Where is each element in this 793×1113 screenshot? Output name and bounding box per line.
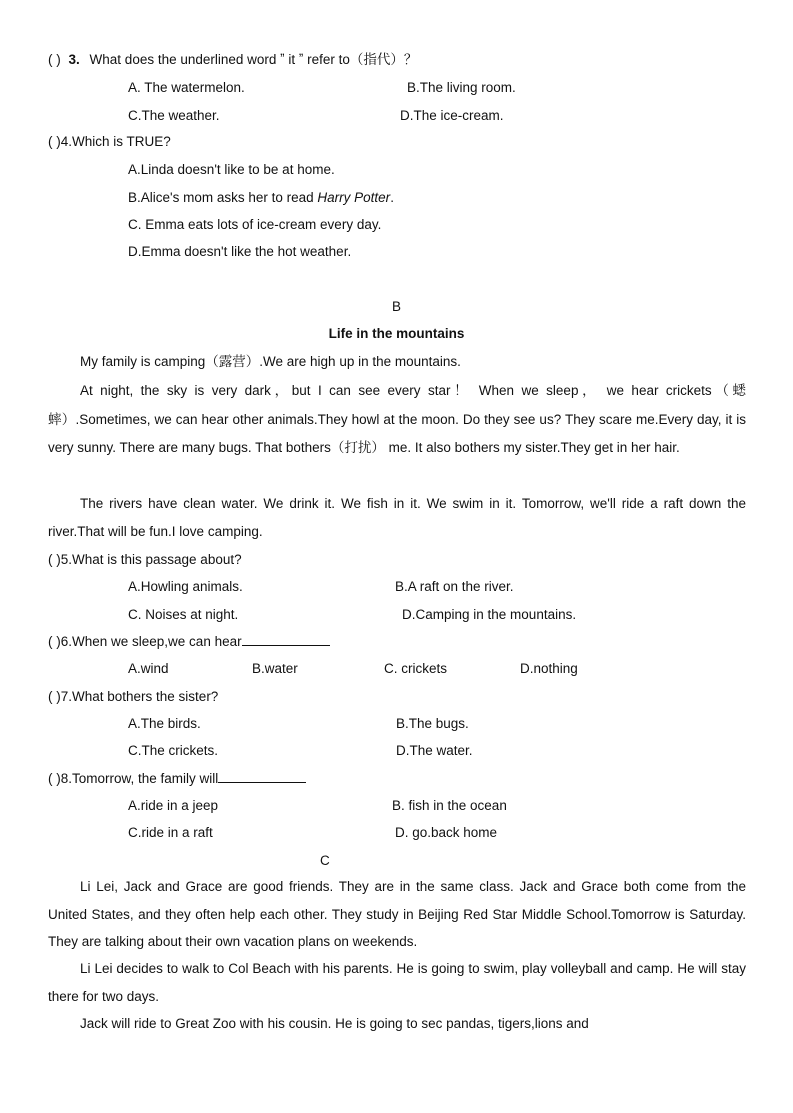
book-title: Harry Potter [317,190,391,205]
answer-blank[interactable] [218,770,306,783]
q7-option-d[interactable]: D.The water. [396,743,473,758]
section-b-paragraph-2: At night, the sky is very dark，but I can see every star！ When we sleep， we hear crickets（蟋蟀）.Sometimes, we can hear other animals.They howl at the moon. Do they see us? They scare me.Every day, it is very sunny. There are many bugs. That bothers（打扰） me. It also bothers my sister.They get in her hair. [48,383,746,456]
q6-option-c[interactable]: C. crickets [384,661,448,676]
q5-option-b[interactable]: B.A raft on the river. [395,579,514,594]
q3-option-a[interactable]: A. The watermelon. [128,80,245,95]
q5-option-d[interactable]: D.Camping in the mountains. [402,607,577,622]
question-text: ( )8.Tomorrow, the family will [48,771,219,786]
q8-option-a[interactable]: A.ride in a jeep [128,798,219,813]
q5-option-a[interactable]: A.Howling animals. [128,579,243,594]
q8-option-c[interactable]: C.ride in a raft [128,825,213,840]
q6-option-b[interactable]: B.water [252,661,298,676]
question-text: What does the underlined word ˮ it ˮ refer to（指代）？ [89,52,418,67]
q7-stem: ( )7.What bothers the sister? [48,689,219,704]
section-b-letter: B [391,299,401,314]
option-text-end: . [390,190,394,205]
q6-stem [48,633,330,651]
answer-bracket[interactable]: ( ) [48,52,61,67]
q7-option-a[interactable]: A.The birds. [128,716,201,731]
q8-option-d[interactable]: D. go.back home [395,825,498,840]
q7-option-b[interactable]: B.The bugs. [396,716,469,731]
q6-option-a[interactable]: A.wind [128,661,169,676]
q4-option-a[interactable]: A.Linda doesn't like to be at home. [128,162,335,177]
q3-stem [48,51,417,69]
question-text: ( )6.When we sleep,we can hear [48,634,242,649]
q8-option-b[interactable]: B. fish in the ocean [392,798,507,813]
q3-option-c[interactable]: C.The weather. [128,108,220,123]
section-b-paragraph-3: The rivers have clean water. We drink it. We fish in it. We swim in it. Tomorrow, we'll ride a raft down the river.That will be fun.I love camping. [48,496,746,539]
section-c-letter: C [320,853,330,868]
section-b-paragraph-1: My family is camping（露营）.We are high up in the mountains. [80,354,461,369]
q7-option-c[interactable]: C.The crickets. [128,743,219,758]
q3-option-d[interactable]: D.The ice-cream. [400,108,504,123]
section-c-paragraph-1: Li Lei, Jack and Grace are good friends. They are in the same class. Jack and Grace both come from the United States, and they often help each other. They study in Beijing Red Star Middle School.Tomorrow is Saturday. They are talking about their own vacation plans on weekends. [48,879,746,949]
q4-option-c[interactable]: C. Emma eats lots of ice-cream every day. [128,217,382,232]
question-number: 3. [68,52,80,67]
section-c-paragraph-3: Jack will ride to Great Zoo with his cousin. He is going to sec pandas, tigers,lions and [80,1016,589,1031]
q3-option-b[interactable]: B.The living room. [407,80,516,95]
q6-option-d[interactable]: D.nothing [520,661,578,676]
option-text: B.Alice's mom asks her to read [128,190,318,205]
answer-blank[interactable] [242,633,330,646]
q5-option-c[interactable]: C. Noises at night. [128,607,239,622]
q8-stem [48,770,306,788]
q4-option-d[interactable]: D.Emma doesn't like the hot weather. [128,244,352,259]
q5-stem: ( )5.What is this passage about? [48,552,242,567]
section-c-paragraph-2: Li Lei decides to walk to Col Beach with his parents. He is going to swim, play volleyball and camp. He will stay there for two days. [48,961,746,1004]
section-b-title: Life in the mountains [328,326,465,341]
q4-option-b[interactable] [128,189,394,207]
q4-stem: ( )4.Which is TRUE? [48,134,171,149]
